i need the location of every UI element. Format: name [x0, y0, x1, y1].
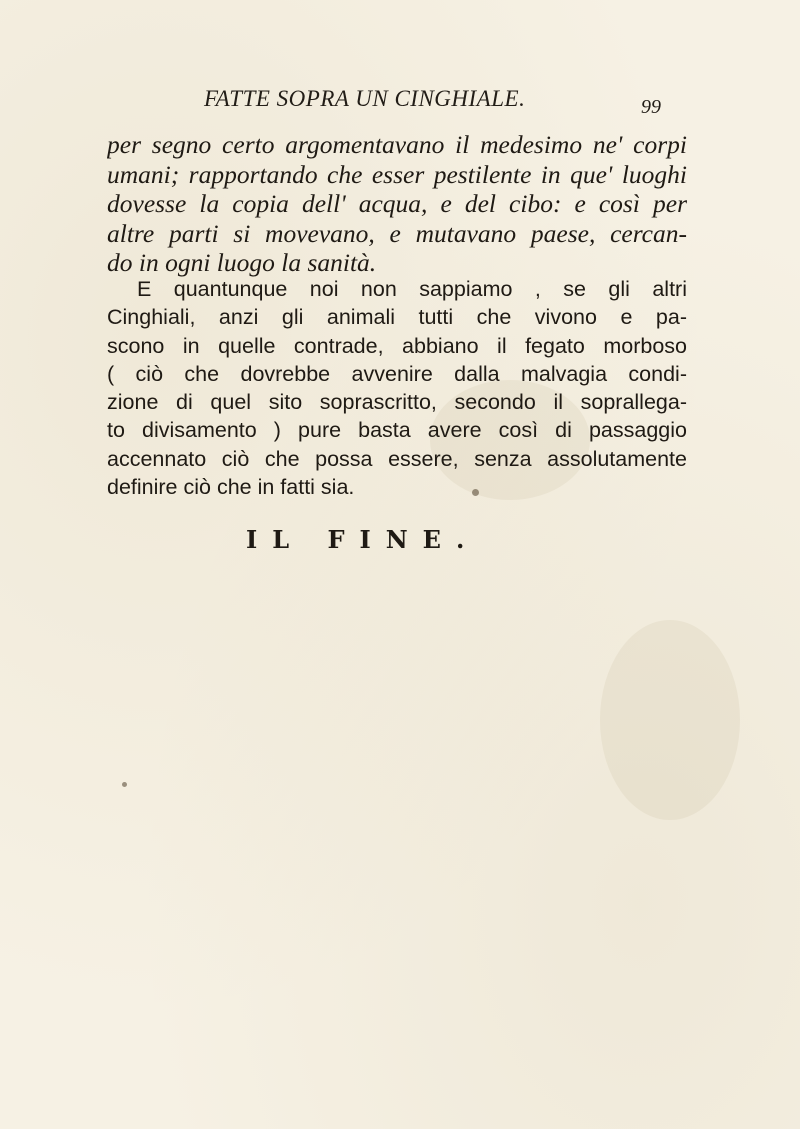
- text-line: per segno certo argomentavano il medesimo ne' corpi: [107, 130, 687, 159]
- text-line: Cinghiali, anzi gli animali tutti che vivono e pa-: [107, 305, 687, 330]
- ink-blot: [122, 782, 127, 787]
- text-line: zione di quel sito soprascritto, secondo il soprallega-: [107, 390, 687, 415]
- text-line: E quantunque noi non sappiamo , se gli altri: [137, 277, 687, 301]
- text-line: accennato ciò che possa essere, senza assolutamente: [107, 446, 687, 471]
- ink-blot: [472, 489, 479, 496]
- page-number: 99: [641, 96, 661, 118]
- text-line: dovesse la copia dell' acqua, e del cibo: e così per: [107, 189, 687, 218]
- text-line: to divisamento ) pure basta avere così di passaggio: [107, 418, 687, 443]
- text-line: do in ogni luogo la sanità.: [107, 248, 377, 277]
- closing-text: IL FINE.: [246, 525, 480, 554]
- text-line: altre parti si movevano, e mutavano paese, cercan-: [107, 218, 687, 248]
- running-head: FATTE SOPRA UN CINGHIALE.: [204, 86, 526, 111]
- text-line: definire ciò che in fatti sia.: [107, 475, 355, 500]
- italic-paragraph: [107, 130, 687, 278]
- paper-stain: [600, 620, 740, 820]
- text-line: scono in quelle contrade, abbiano il fegato morboso: [107, 333, 687, 358]
- text-line: ( ciò che dovrebbe avvenire dalla malvagia condi-: [107, 361, 687, 386]
- body-paragraph: [107, 275, 687, 501]
- text-line: umani; rapportando che esser pestilente in que' luoghi: [107, 159, 687, 189]
